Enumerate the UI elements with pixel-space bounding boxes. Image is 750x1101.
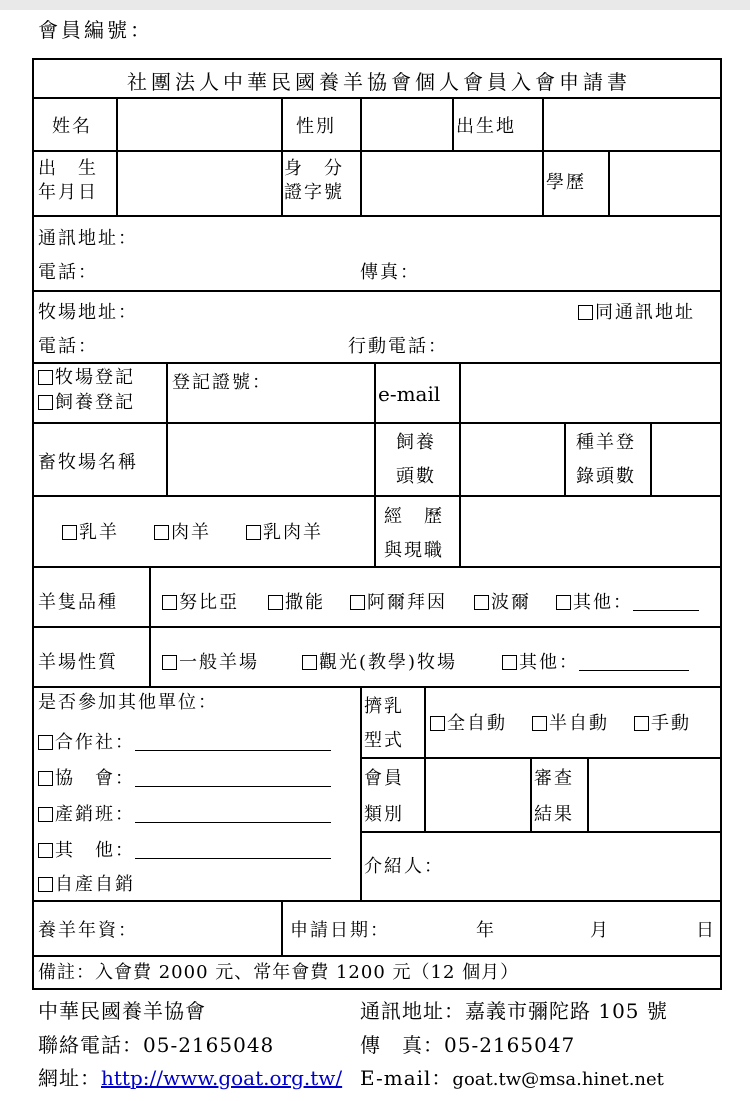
dual-goat-option[interactable]: [246, 522, 323, 545]
association-text: 協 會：: [55, 768, 135, 789]
years-label: 養羊年資：: [38, 920, 138, 941]
form-title: 社團法人中華民國養羊協會個人會員入會申請書: [127, 70, 631, 94]
col-line: [542, 97, 544, 150]
checkbox[interactable]: [38, 877, 53, 892]
birthdate-label-line2: 年月日: [38, 182, 98, 203]
general-farm-text: 一般羊場: [179, 652, 259, 673]
row-line: [34, 215, 722, 217]
coop-text: 合作社：: [55, 732, 135, 753]
birthdate-label-line1: 出 生: [38, 158, 98, 179]
checkbox[interactable]: [474, 595, 489, 610]
col-line: [374, 362, 376, 566]
farm-address-label: 牧場地址：: [38, 302, 138, 323]
member-number-label: 會員編號：: [38, 18, 153, 42]
manual-option[interactable]: [634, 713, 691, 736]
col-line: [650, 422, 652, 495]
registration-cert-label: 登記證號：: [172, 372, 272, 393]
dairy-goat-option[interactable]: [62, 522, 119, 545]
mobile-label: 行動電話：: [348, 336, 448, 357]
col-line: [360, 97, 362, 215]
id-label-line1: 身 分: [284, 158, 344, 179]
association-line[interactable]: [135, 786, 331, 787]
member-type-label-line1: 會員: [364, 768, 404, 789]
breeding-count-label-line1: 種羊登: [576, 432, 636, 453]
alpine-option[interactable]: [350, 592, 447, 615]
other-unit-option[interactable]: [38, 840, 331, 863]
row-line: [34, 290, 722, 292]
boer-text: 波爾: [491, 592, 531, 613]
farm-nature-label: 羊場性質: [38, 652, 118, 673]
nature-other-text: 其他：: [519, 652, 579, 673]
head-count-label-line2: 頭數: [396, 466, 436, 487]
nature-other-line[interactable]: [579, 670, 689, 671]
checkbox[interactable]: [350, 595, 365, 610]
tourism-farm-text: 觀光(教學)牧場: [319, 652, 458, 673]
association-option[interactable]: [38, 768, 331, 791]
phone-label: 電話：: [38, 262, 98, 283]
day-label: 日: [696, 920, 716, 941]
checkbox[interactable]: [268, 595, 283, 610]
production-team-text: 產銷班：: [55, 804, 135, 825]
col-line: [281, 900, 283, 955]
row-line: [34, 362, 722, 364]
col-line: [608, 150, 610, 215]
feeding-registration-option[interactable]: [38, 392, 135, 415]
semi-auto-text: 半自動: [549, 713, 609, 734]
email-label: e-mail: [378, 382, 441, 406]
row-line: [34, 150, 722, 152]
col-line: [281, 97, 283, 215]
manual-text: 手動: [651, 713, 691, 734]
full-auto-text: 全自動: [447, 713, 507, 734]
row-line: [360, 757, 722, 759]
checkbox[interactable]: [38, 807, 53, 822]
dual-goat-text: 乳肉羊: [263, 522, 323, 543]
milking-type-label-line1: 擠乳: [364, 696, 404, 717]
checkbox[interactable]: [38, 395, 53, 410]
col-line: [564, 422, 566, 495]
application-form: [32, 58, 722, 990]
year-label: 年: [476, 920, 496, 941]
same-address-text: 同通訊地址: [595, 302, 695, 323]
meat-goat-option[interactable]: [154, 522, 211, 545]
general-farm-option[interactable]: [162, 652, 259, 675]
education-label: 學歷: [546, 172, 586, 193]
col-line: [116, 97, 118, 215]
production-team-line[interactable]: [135, 822, 331, 823]
member-type-label-line2: 類別: [364, 804, 404, 825]
checkbox[interactable]: [532, 716, 547, 731]
checkbox[interactable]: [38, 370, 53, 385]
experience-label-line1: 經 歷: [384, 506, 444, 527]
checkbox[interactable]: [38, 843, 53, 858]
nubian-text: 努比亞: [179, 592, 239, 613]
dairy-goat-text: 乳羊: [79, 522, 119, 543]
apply-date-label: 申請日期：: [290, 920, 390, 941]
checkbox[interactable]: [246, 525, 261, 540]
milking-type-label-line2: 型式: [364, 730, 404, 751]
gender-label: 性別: [296, 116, 336, 137]
col-line: [166, 362, 168, 495]
boer-option[interactable]: [474, 592, 531, 615]
checkbox[interactable]: [502, 655, 517, 670]
footer-fax: 傳 真：05-2165047: [360, 1033, 576, 1057]
experience-label-line2: 與現職: [384, 540, 444, 561]
saanen-option[interactable]: [268, 592, 325, 615]
col-line: [149, 566, 151, 686]
mailing-address-label: 通訊地址：: [38, 228, 138, 249]
other-unit-text: 其 他：: [55, 840, 135, 861]
same-address-option[interactable]: [578, 302, 695, 325]
id-label-line2: 證字號: [284, 182, 344, 203]
email-address[interactable]: goat.tw@msa.hinet.net: [452, 1069, 664, 1090]
birthplace-label: 出生地: [456, 116, 516, 137]
feeding-registration-text: 飼養登記: [55, 392, 135, 413]
nubian-option[interactable]: [162, 592, 239, 615]
coop-option[interactable]: [38, 732, 331, 755]
self-sale-text: 自產自銷: [55, 874, 135, 895]
checkbox[interactable]: [578, 305, 593, 320]
checkbox[interactable]: [162, 655, 177, 670]
row-line: [34, 422, 722, 424]
breed-other-line[interactable]: [633, 610, 699, 611]
website-link[interactable]: http://www.goat.org.tw/: [101, 1066, 343, 1090]
month-label: 月: [590, 920, 610, 941]
row-line: [34, 955, 722, 957]
semi-auto-option[interactable]: [532, 713, 609, 736]
col-line: [530, 757, 532, 831]
checkbox[interactable]: [430, 716, 445, 731]
checkbox[interactable]: [38, 735, 53, 750]
breed-other-option[interactable]: [556, 592, 699, 615]
fax-label: 傳真：: [360, 262, 420, 283]
row-line: [360, 831, 722, 833]
col-line: [360, 686, 362, 900]
other-unit-line[interactable]: [135, 858, 331, 859]
full-auto-option[interactable]: [430, 713, 507, 736]
fee-note: 備註：入會費 2000 元、常年會費 1200 元（12 個月）: [38, 962, 520, 983]
col-line: [452, 97, 454, 150]
review-label-line2: 結果: [534, 804, 574, 825]
top-border-strip: [0, 0, 750, 10]
coop-line[interactable]: [135, 750, 331, 751]
checkbox[interactable]: [302, 655, 317, 670]
row-line: [34, 566, 722, 568]
self-sale-option[interactable]: [38, 874, 135, 897]
name-label: 姓名: [52, 116, 92, 137]
farm-registration-text: 牧場登記: [55, 367, 135, 388]
footer-org-name: 中華民國養羊協會: [38, 999, 206, 1023]
checkbox[interactable]: [634, 716, 649, 731]
footer-phone: 聯絡電話：05-2165048: [38, 1033, 275, 1057]
col-line: [459, 362, 461, 566]
nature-other-option[interactable]: [502, 652, 689, 675]
checkbox[interactable]: [38, 771, 53, 786]
row-line: [34, 495, 722, 497]
row-line: [34, 686, 722, 688]
breed-other-text: 其他：: [573, 592, 633, 613]
col-line: [587, 757, 589, 831]
tourism-farm-option[interactable]: [302, 652, 457, 675]
saanen-text: 撒能: [285, 592, 325, 613]
checkbox[interactable]: [556, 595, 571, 610]
footer-address: 通訊地址：嘉義市彌陀路 105 號: [360, 999, 668, 1023]
row-line: [34, 900, 722, 902]
other-units-label: 是否參加其他單位：: [38, 692, 218, 713]
review-label-line1: 審查: [534, 768, 574, 789]
footer-email: [360, 1062, 664, 1091]
introducer-label: 介紹人：: [364, 856, 444, 877]
website-label: 網址：: [38, 1066, 101, 1090]
farm-phone-label: 電話：: [38, 336, 98, 357]
checkbox[interactable]: [154, 525, 169, 540]
footer-website: [38, 1062, 342, 1091]
row-line: [34, 97, 722, 99]
col-line: [424, 686, 426, 831]
alpine-text: 阿爾拜因: [367, 592, 447, 613]
email-label-footer: E-mail：: [360, 1066, 453, 1090]
checkbox[interactable]: [162, 595, 177, 610]
farm-name-label: 畜牧場名稱: [38, 452, 138, 473]
breeding-count-label-line2: 錄頭數: [576, 466, 636, 487]
row-line: [34, 626, 722, 628]
col-line: [542, 150, 544, 215]
meat-goat-text: 肉羊: [171, 522, 211, 543]
production-team-option[interactable]: [38, 804, 331, 827]
farm-registration-option[interactable]: [38, 367, 135, 390]
checkbox[interactable]: [62, 525, 77, 540]
goat-breed-label: 羊隻品種: [38, 592, 118, 613]
head-count-label-line1: 飼養: [396, 432, 436, 453]
